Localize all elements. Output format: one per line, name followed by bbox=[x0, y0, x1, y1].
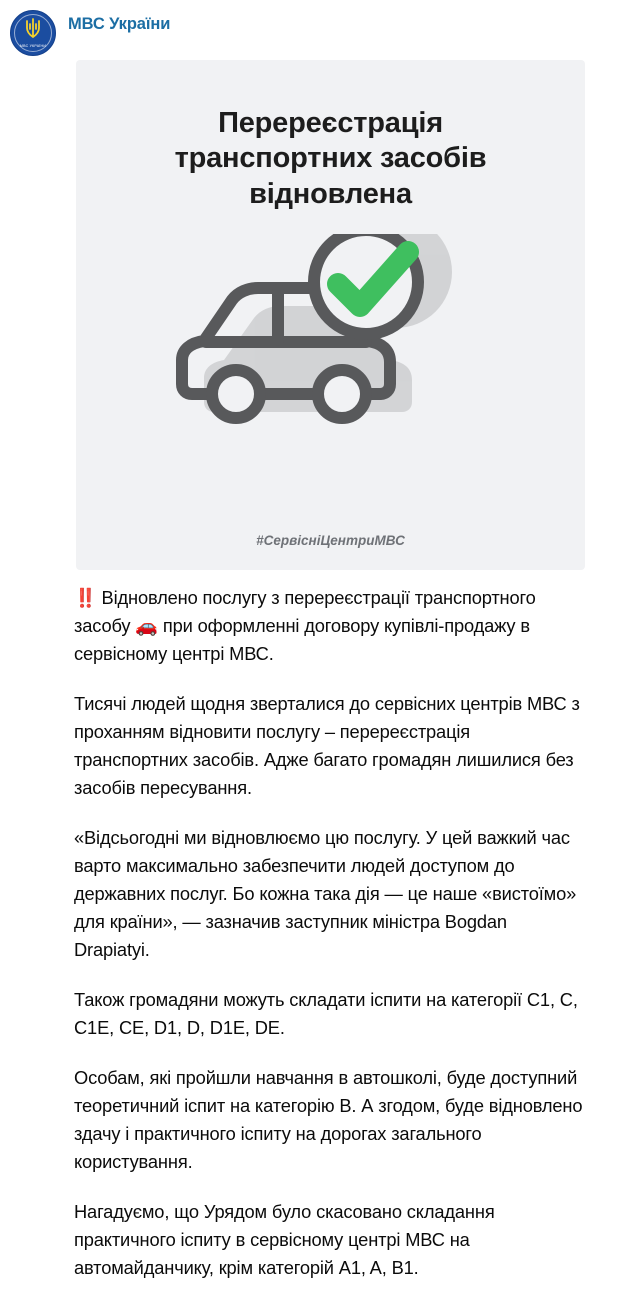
avatar[interactable] bbox=[10, 10, 56, 56]
post-paragraph: Також громадяни можуть складати іспити на категорії C1, C, C1E, CE, D1, D, D1E, DE. bbox=[74, 989, 578, 1038]
media-headline: Перереєстрація транспортних засобів відновлена bbox=[174, 107, 487, 210]
post-paragraph: Особам, які пройшли навчання в автошколі, буде доступний теоретичний іспит на категорію B. А згодом, буде відновлено здачу і практичного іспиту на дорогах загального користування. bbox=[74, 1067, 583, 1172]
post-paragraph: Тисячі людей щодня зверталися до сервісних центрів МВС з проханням відновити послугу – перереєстрація транспортних засобів. Адже багато громадян лишилися без засобів пересування. bbox=[74, 693, 580, 798]
car-with-green-check-icon bbox=[166, 234, 496, 474]
post-paragraph: Нагадуємо, що Урядом було скасовано складання практичного іспиту в сервісному центрі МВС на автомайданчику, крім категорій A1, A, B1. bbox=[74, 1201, 495, 1278]
avatar-caption: МВС УКРАЇНИ bbox=[19, 44, 47, 49]
post-paragraph: «Відсьогодні ми відновлюємо цю послугу. У цей важкий час варто максимально забезпечити людей доступом до державних послуг. Бо кожна така дія — це наше «вистоїмо» для країни», — зазначив заступник міністра Bogdan Drapiatyi. bbox=[74, 827, 577, 960]
post-body bbox=[74, 570, 587, 1282]
channel-name[interactable]: МВС України bbox=[68, 15, 171, 33]
post-header bbox=[0, 10, 627, 52]
post-media-card[interactable] bbox=[76, 60, 585, 570]
post-paragraph: ‼️ Відновлено послугу з перереєстрації транспортного засобу 🚗 при оформленні договору купівлі-продажу в сервісному центрі МВС. bbox=[74, 587, 536, 664]
media-hashtag: #СервісніЦентриМВС bbox=[256, 533, 405, 548]
